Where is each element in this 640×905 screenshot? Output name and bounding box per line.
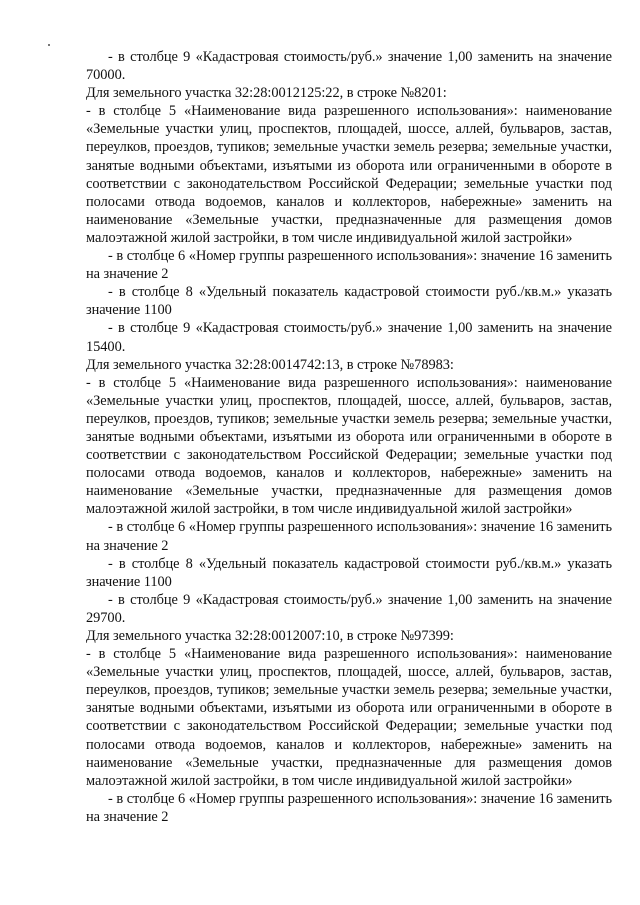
paragraph-item: - в столбце 9 «Кадастровая стоимость/руб.» значение 1,00 заменить на значение 29700. (86, 591, 612, 626)
paragraph-plain: - в столбце 5 «Наименование вида разрешенного использования»: наименование «Земельные участки улиц, проспектов, площадей, шоссе, аллей, бульваров, застав, переулков, проездов, тупиков; земельные участки земель резерва; земельные участки, занятые водными объектами, изъятыми из оборота или ограниченными в обороте в соответствии с законодательством Российской Федерации; земельные участки под полосами отвода водоемов, каналов и коллекторов, набережные» заменить на наименование «Земельные участки, предназначенные для размещения домов малоэтажной жилой застройки, в том числе индивидуальной жилой застройки» (86, 374, 612, 518)
paragraph-item: - в столбце 9 «Кадастровая стоимость/руб.» значение 1,00 заменить на значение 15400. (86, 320, 612, 355)
paragraph-item: - в столбце 9 «Кадастровая стоимость/руб.» значение 1,00 заменить на значение 70000. (86, 49, 612, 84)
paragraph-heading: Для земельного участка 32:28:0014742:13, в строке №78983: (86, 356, 454, 373)
paragraph-plain: - в столбце 5 «Наименование вида разрешенного использования»: наименование «Земельные участки улиц, проспектов, площадей, шоссе, аллей, бульваров, застав, переулков, проездов, тупиков; земельные участки земель резерва; земельные участки, занятые водными объектами, изъятыми из оборота или ограниченными в обороте в соответствии с законодательством Российской Федерации; земельные участки под полосами отвода водоемов, каналов и коллекторов, набережные» заменить на наименование «Земельные участки, предназначенные для размещения домов малоэтажной жилой застройки, в том числе индивидуальной жилой застройки» (86, 646, 612, 789)
paragraph-item: - в столбце 8 «Удельный показатель кадастровой стоимости руб./кв.м.» указать значение 1100 (86, 555, 612, 590)
paragraph-item: - в столбце 8 «Удельный показатель кадастровой стоимости руб./кв.м.» указать значение 1100 (86, 284, 612, 319)
paragraph-heading: Для земельного участка 32:28:0012007:10, в строке №97399: (86, 628, 454, 644)
paragraph-heading: Для земельного участка 32:28:0012125:22, в строке №8201: (86, 85, 447, 102)
paragraph-item: - в столбце 6 «Номер группы разрешенного использования»: значение 16 заменить на значение 2 (86, 519, 612, 554)
document-body (86, 48, 612, 826)
paragraph-plain: - в столбце 5 «Наименование вида разрешенного использования»: наименование «Земельные участки улиц, проспектов, площадей, шоссе, аллей, бульваров, застав, переулков, проездов, тупиков; земельные участки земель резерва; земельные участки, занятые водными объектами, изъятыми из оборота или ограниченными в обороте в соответствии с законодательством Российской Федерации; земельные участки под полосами отвода водоемов, каналов и коллекторов, набережные» заменить на наименование «Земельные участки, предназначенные для размещения домов малоэтажной жилой застройки, в том числе индивидуальной жилой застройки» (86, 103, 612, 246)
paragraph-item: - в столбце 6 «Номер группы разрешенного использования»: значение 16 заменить на значение 2 (86, 248, 612, 283)
scan-speck (48, 44, 50, 46)
paragraph-item: - в столбце 6 «Номер группы разрешенного использования»: значение 16 заменить на значение 2 (86, 790, 612, 825)
